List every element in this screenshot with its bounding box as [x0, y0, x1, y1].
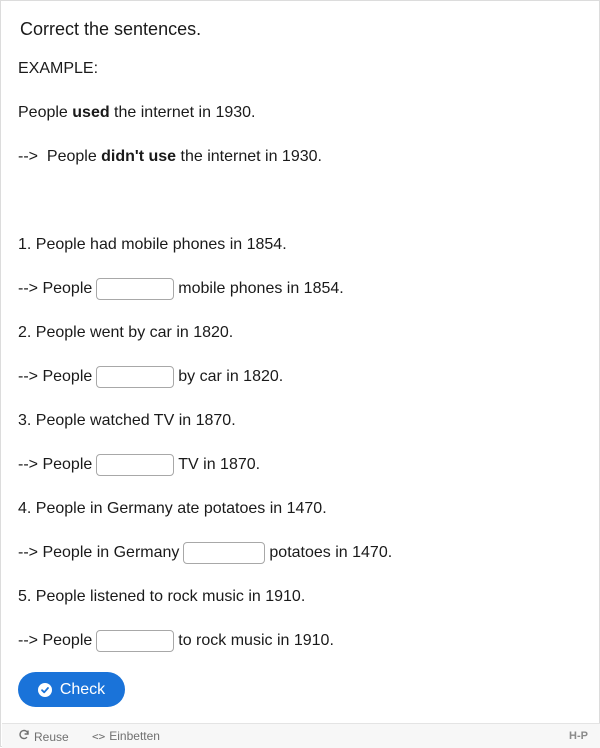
check-label: Check: [59, 680, 106, 698]
check-circle-icon: [38, 683, 52, 697]
answer-5-pre: --> People: [18, 632, 93, 649]
blank-input-3[interactable]: [96, 454, 174, 476]
task-title: Correct the sentences.: [20, 19, 202, 39]
example-sentence: [18, 101, 256, 125]
answer-3-pre: --> People: [18, 456, 93, 473]
blank-input-5[interactable]: [96, 630, 174, 652]
check-button[interactable]: [18, 672, 125, 707]
answer-3-post: TV in 1870.: [178, 456, 261, 473]
answer-4-post: potatoes in 1470.: [269, 544, 393, 561]
example-heading: EXAMPLE:: [18, 60, 99, 77]
answer-row-4: [18, 541, 392, 565]
answer-row-3: [18, 453, 260, 477]
answer-2-pre: --> People: [18, 368, 93, 385]
answer-row-5: [18, 629, 334, 653]
example-sentence-post: the internet in 1930.: [109, 104, 256, 121]
code-icon: <>: [92, 729, 106, 743]
reuse-link[interactable]: [18, 729, 69, 744]
answer-row-2: [18, 365, 283, 389]
h5p-footer: [2, 723, 600, 748]
example-answer: [18, 145, 322, 169]
reuse-icon: [18, 729, 30, 744]
example-answer-bold: didn't use: [101, 148, 177, 165]
blank-input-1[interactable]: [96, 278, 174, 300]
question-3: 3. People watched TV in 1870.: [18, 412, 236, 429]
answer-row-1: [18, 277, 344, 301]
question-4: 4. People in Germany ate potatoes in 1470.: [18, 500, 327, 517]
answer-1-post: mobile phones in 1854.: [178, 280, 344, 297]
question-1: 1. People had mobile phones in 1854.: [18, 236, 287, 253]
embed-label: Einbetten: [109, 729, 160, 743]
h5p-logo[interactable]: H-P: [569, 730, 588, 742]
blank-input-4[interactable]: [183, 542, 265, 564]
blank-input-2[interactable]: [96, 366, 174, 388]
answer-5-post: to rock music in 1910.: [178, 632, 334, 649]
reuse-label: Reuse: [34, 729, 69, 744]
example-answer-post: the internet in 1930.: [176, 148, 322, 165]
example-sentence-bold: used: [72, 104, 110, 121]
answer-1-pre: --> People: [18, 280, 93, 297]
embed-link[interactable]: [92, 729, 160, 743]
answer-4-pre: --> People in Germany: [18, 544, 180, 561]
question-5: 5. People listened to rock music in 1910.: [18, 588, 306, 605]
answer-2-post: by car in 1820.: [178, 368, 284, 385]
example-sentence-pre: People: [18, 104, 73, 121]
question-2: 2. People went by car in 1820.: [18, 324, 234, 341]
example-answer-pre: --> People: [18, 148, 102, 165]
